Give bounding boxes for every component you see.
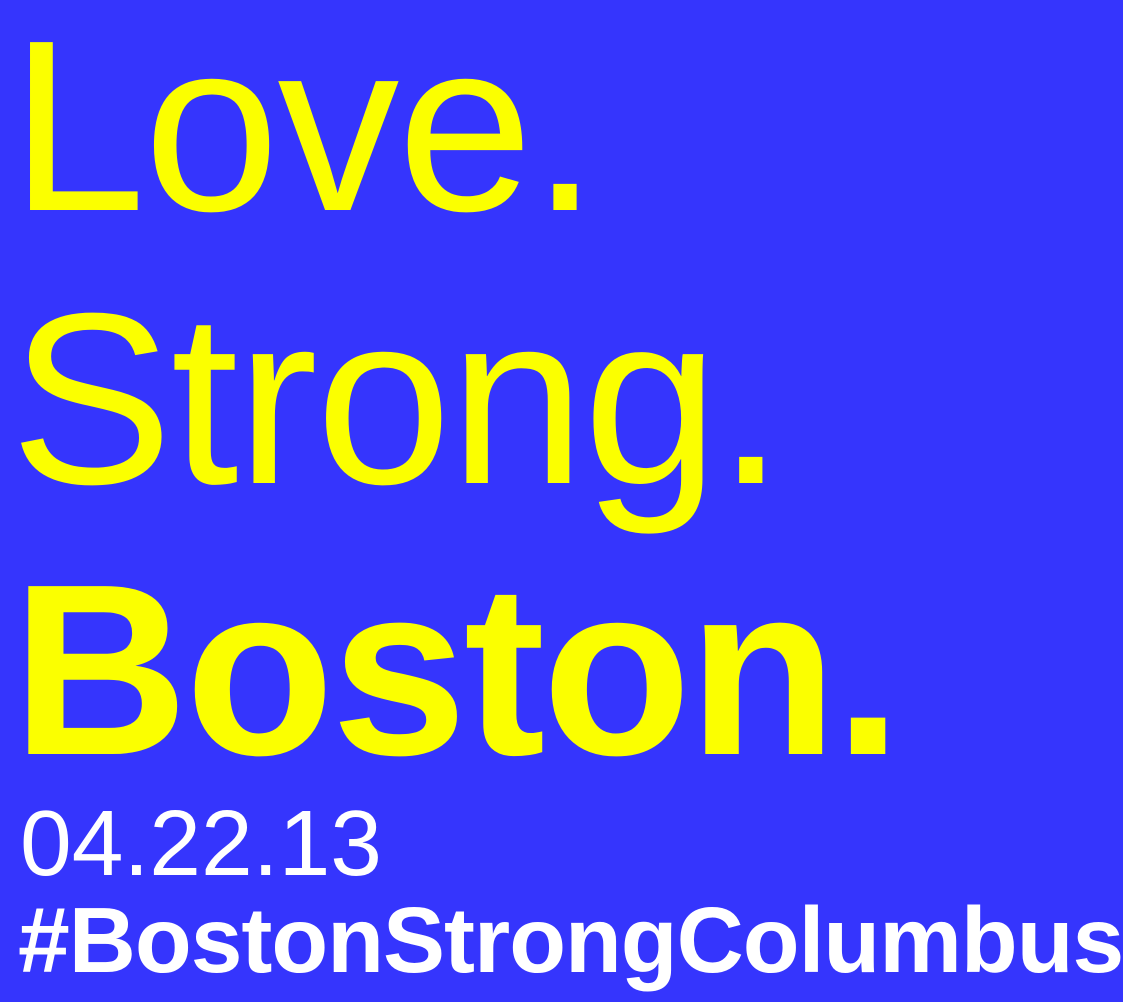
hashtag: #BostonStrongColumbus (18, 888, 1123, 992)
headline-love: Love. (10, 0, 597, 262)
event-date: 04.22.13 (20, 791, 383, 895)
headline-strong: Strong. (10, 262, 783, 535)
headline-boston: Boston. (12, 533, 900, 806)
